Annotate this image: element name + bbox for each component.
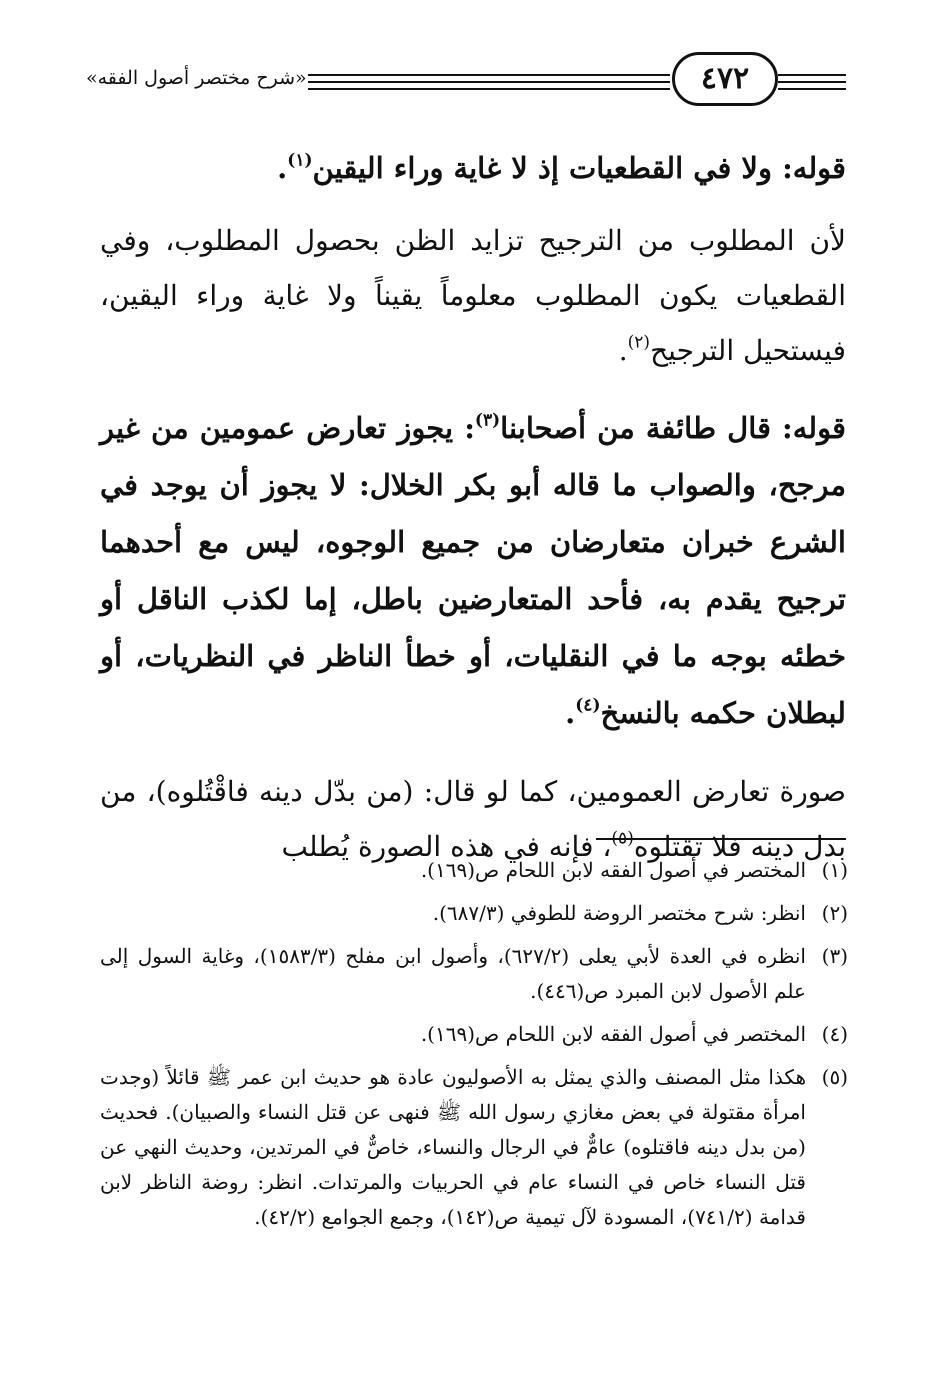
footnote xyxy=(100,853,848,888)
header-rule xyxy=(308,74,670,76)
statement-end: . xyxy=(565,696,576,730)
footnote-number: (٣) xyxy=(821,944,848,968)
footnote-ref[interactable]: (٤) xyxy=(575,695,601,716)
header-rule xyxy=(778,74,846,76)
page-header xyxy=(86,48,846,112)
footnote-text: انظر: شرح مختصر الروضة للطوفي (٦٨٧/٣). xyxy=(432,901,806,925)
footnote-text: انظره في العدة لأبي يعلى (٦٢٧/٢)، وأصول ابن مفلح (١٥٨٣/٣)، وغاية السول إلى علم الأصول لابن المبرد ص(٤٤٦). xyxy=(100,944,806,1003)
commentary-text: لأن المطلوب من الترجيح تزايد الظن بحصول المطلوب، وفي القطعيات يكون المطلوب معلوماً يقيناً ولا غاية وراء اليقين، فيستحيل الترجيح xyxy=(100,224,846,367)
footnote-text: هكذا مثل المصنف والذي يمثل به الأصوليون عادة هو حديث ابن عمر ﷺ قائلاً (وجدت امرأة مقتولة في بعض مغازي رسول الله ﷺ فنهى عن قتل النساء والصبيان). فحديث (من بدل دينه فاقتلوه) عامٌّ في الرجال والنساء، خاصٌّ في المرتدين، وحديث النهي عن قتل النساء خاص في النساء عام في الحربيات والمرتدات. انظر: روضة الناظر لابن قدامة (٧٤١/٢)، المسودة لآل تيمية ص(١٤٢)، وجمع الجوامع (٤٢/٢). xyxy=(100,1065,806,1229)
statement-text: : يجوز تعارض عمومين من غير مرجح، والصواب ما قاله أبو بكر الخلال: لا يجوز أن يوجد في الشرع خبران متعارضان من جميع الوجوه، ليس مع أحدهما ترجيح يقدم به، فأحد المتعارضين باطل، إما لكذب الناقل أو خطئه بوجه ما في النقليات، أو خطأ الناظر في النظريات، أو لبطلان حكمه بالنسخ xyxy=(100,411,846,730)
commentary-text: صورة تعارض العمومين، كما لو قال: (من بدّل دينه فاقْتُلوه)، من بدل دينه فلا تقتلوه xyxy=(100,775,846,863)
commentary-end: . xyxy=(618,334,628,367)
quoted-statement xyxy=(100,140,846,197)
footnote-separator xyxy=(596,838,846,840)
footnote-ref[interactable]: (٢) xyxy=(627,332,651,353)
footnote-ref[interactable]: (٥) xyxy=(611,828,634,849)
statement-text: قوله: ولا في القطعيات إذ لا غاية وراء اليقين xyxy=(312,151,846,185)
header-rule xyxy=(778,81,846,83)
footnote xyxy=(100,1060,848,1235)
page-number: ٤٧٢ xyxy=(672,52,778,106)
footnote-number: (٥) xyxy=(821,1065,848,1089)
header-rule xyxy=(778,88,846,90)
running-title: «شرح مختصر أصول الفقه» xyxy=(86,67,307,89)
footnotes xyxy=(100,853,848,1243)
footnote-number: (١) xyxy=(821,858,848,882)
footnote xyxy=(100,896,848,931)
footnote-number: (٤) xyxy=(821,1022,848,1046)
quoted-statement xyxy=(100,400,846,742)
footnote xyxy=(100,1017,848,1052)
footnote xyxy=(100,939,848,1009)
footnote-text: المختصر في أصول الفقه لابن اللحام ص(١٦٩). xyxy=(420,858,806,882)
commentary-paragraph xyxy=(100,213,846,378)
commentary-text: ، فإنه في هذه الصورة يُطلب xyxy=(281,830,612,863)
footnote-text: المختصر في أصول الفقه لابن اللحام ص(١٦٩). xyxy=(420,1022,806,1046)
header-rule xyxy=(308,88,670,90)
footnote-ref[interactable]: (٣) xyxy=(474,410,501,431)
main-text xyxy=(100,140,846,874)
statement-end: . xyxy=(277,151,288,185)
footnote-number: (٢) xyxy=(821,901,848,925)
footnote-ref[interactable]: (١) xyxy=(287,150,313,171)
statement-text: قوله: قال طائفة من أصحابنا xyxy=(500,411,846,445)
header-rule xyxy=(308,81,670,83)
